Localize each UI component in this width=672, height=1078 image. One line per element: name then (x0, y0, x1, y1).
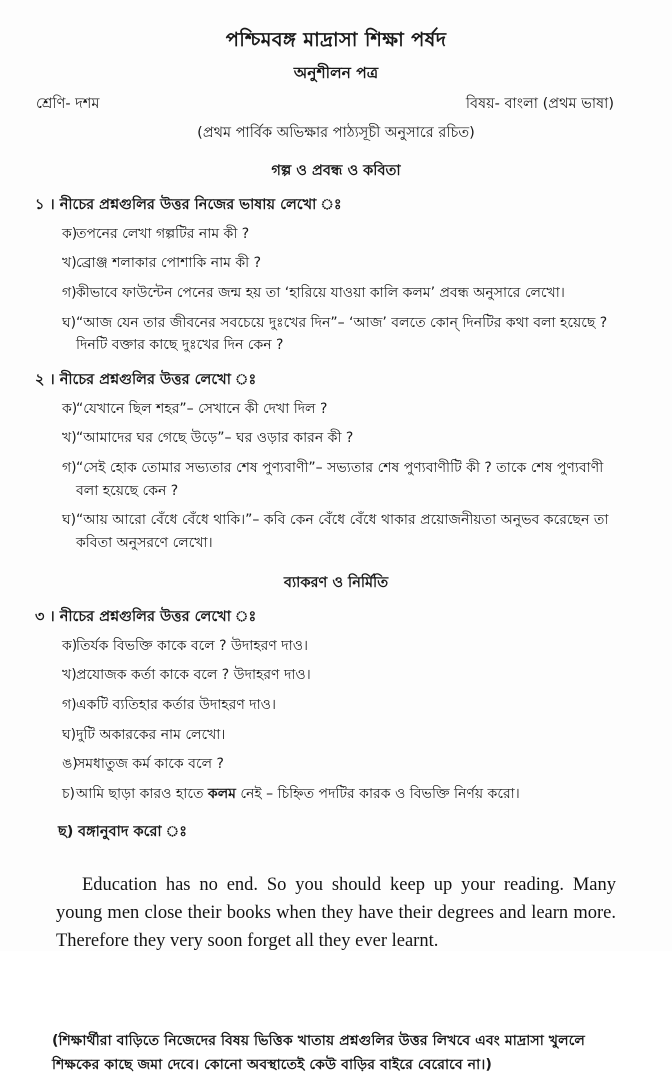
item-text: ব্রোঞ্জ শলাকার পোশাকি নাম কী ? (76, 255, 262, 272)
translation-passage: Education has no end. So you should keep up your reading. Many young men close their books when they have their degrees and learn more. Therefore they very soon forget all they ever learnt. (56, 874, 616, 952)
list-item (30, 502, 642, 554)
list-item (30, 391, 642, 421)
item-text: “আমাদের ঘর গেছে উড়ে”– ঘর ওড়ার কারন কী ? (76, 430, 354, 447)
list-item (30, 450, 642, 502)
section-heading-grammar: ব্যাকরণ ও নির্মিতি (283, 574, 389, 591)
item-label: গ) (62, 696, 77, 713)
question-block-1 (0, 182, 672, 555)
page-subtitle: অনুশীলন পত্র (293, 64, 379, 83)
syllabus-note: (প্রথম পার্বিক অভিক্ষার পাঠ্যসূচী অনুসারে রচিত) (197, 125, 475, 142)
list-item (30, 657, 642, 687)
question-2-title: ২ । নীচের প্রশ্নগুলির উত্তর লেখো ঃ (35, 372, 257, 389)
section-heading-literature: গল্প ও প্রবন্ধ ও কবিতা (271, 162, 401, 179)
footer-instruction-note: (শিক্ষার্থীরা বাড়িতে নিজেদের বিষয় ভিত্তিক খাতায় প্রশ্নগুলির উত্তর লিখবে এবং মাদ্রাসা খুললে শিক্ষকের কাছে জমা দেবে। কোনো অবস্থাতেই কেউ বাড়ির বাইরে বেরোবে না।) (52, 1032, 585, 1074)
page-title: পশ্চিমবঙ্গ মাদ্রাসা শিক্ষা পর্ষদ (225, 28, 447, 51)
subject-label: বিষয়- বাংলা (প্রথম ভাষা) (465, 95, 614, 112)
list-item (30, 245, 642, 275)
list-item (30, 305, 642, 357)
item-label: গ) (62, 459, 77, 476)
item-label: চ) (62, 785, 76, 802)
list-item (30, 746, 642, 776)
question-block-3 (0, 594, 672, 843)
item-label: ঘ) (62, 314, 77, 331)
item-text: প্রযোজক কর্তা কাকে বলে ? উদাহরণ দাও। (76, 667, 311, 684)
item-label: গ) (62, 285, 77, 302)
item-label: ক) (62, 400, 78, 417)
class-label: শ্রেণি- দশম (36, 95, 100, 112)
item-text: “আয় আরো বেঁধে বেঁধে থাকি।”– কবি কেন বেঁধে বেঁধে থাকার প্রয়োজনীয়তা অনুভব করেছেন তা কবিতা অনুসরণে লেখো। (76, 512, 609, 551)
list-item (30, 275, 642, 305)
item-label: খ) (62, 255, 77, 272)
item-text-emphasis: কলম (207, 785, 236, 802)
item-text: একটি ব্যতিহার কর্তার উদাহরণ দাও। (76, 696, 276, 713)
question-2-items (30, 391, 642, 555)
item-text: দুটি অকারকের নাম লেখো। (76, 726, 226, 743)
question-3-title: ৩ । নীচের প্রশ্নগুলির উত্তর লেখো ঃ (35, 609, 257, 626)
item-label: খ) (62, 667, 77, 684)
question-1-items (30, 216, 642, 357)
item-text-post: নেই – চিহ্নিত পদটির কারক ও বিভক্তি নির্ণয় করো। (235, 785, 520, 802)
list-item (30, 420, 642, 450)
question-3-items (30, 628, 642, 806)
item-label: ক) (62, 637, 78, 654)
item-label: ক) (62, 225, 78, 242)
item-text: তপনের লেখা গল্পটির নাম কী ? (76, 225, 250, 242)
list-item (30, 776, 642, 806)
item-text: তির্যক বিভক্তি কাকে বলে ? উদাহরণ দাও। (76, 637, 309, 654)
item-text: সমধাতুজ কর্ম কাকে বলে ? (76, 756, 224, 773)
meta-row (0, 83, 672, 113)
item-label: ঘ) (62, 726, 77, 743)
translation-prompt: বঙ্গানুবাদ করো ঃ (78, 823, 187, 840)
list-item (30, 216, 642, 246)
item-text: “সেই হোক তোমার সভ্যতার শেষ পুণ্যবাণী”– সভ্যতার শেষ পুণ্যবাণীটি কী ? তাকে শেষ পুণ্যবাণী বলা হয়েছে কেন ? (76, 459, 604, 499)
list-item (30, 687, 642, 717)
list-item (30, 628, 642, 658)
item-label: খ) (62, 430, 77, 447)
item-text: কীভাবে ফাউন্টেন পেনের জন্ম হয় তা ‘হারিয়ে যাওয়া কালি কলম’ প্রবন্ধ অনুসারে লেখো। (76, 285, 565, 302)
item-text: “আজ যেন তার জীবনের সবচেয়ে দুঃখের দিন”– ‘আজ’ বলতে কোন্ দিনটির কথা বলা হয়েছে ? দিনটি বক্তার কাছে দুঃখের দিন কেন ? (76, 314, 608, 354)
item-text-mixed (76, 783, 642, 806)
item-label: ছ) (58, 823, 74, 840)
item-text-pre: আমি ছাড়া কারও হাতে (76, 785, 208, 802)
item-label: ঘ) (62, 512, 77, 529)
item-text: “যেখানে ছিল শহর”– সেখানে কী দেখা দিল ? (76, 400, 328, 417)
translation-prompt-row (30, 806, 642, 844)
list-item (30, 717, 642, 747)
question-1-title: ১ । নীচের প্রশ্নগুলির উত্তর নিজের ভাষায় লেখো ঃ (35, 197, 342, 214)
item-label: ঙ) (62, 756, 78, 773)
